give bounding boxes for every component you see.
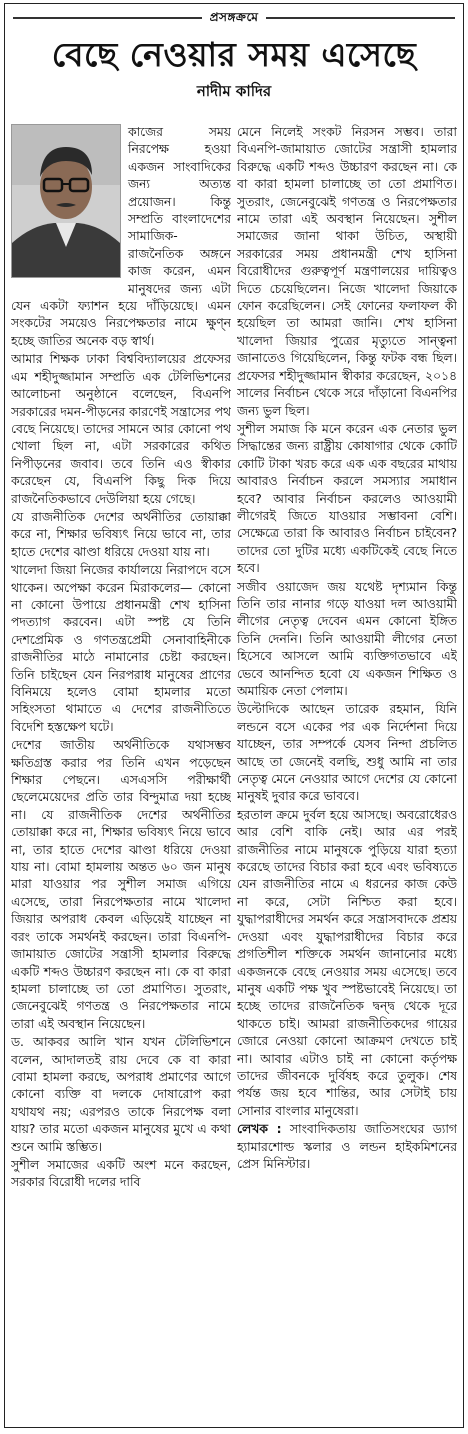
section-kicker [5,6,463,30]
paragraph: সজীব ওয়াজেদ জয় যথেষ্ট দৃশ্যমান কিন্তু তিনি তার নানার গড়ে যাওয়া দল আওয়ামী লীগের নেতৃত্ব দেবেন এমন কোনো ইঙ্গিত তিনি দেননি। তিনি আওয়ামী লীগের নেতা হিসেবে আসলে আমি ব্যক্তিগতভাবে এই ভেবে আনন্দিত হবো যে একজন শিক্ষিত ও অমায়িক নেতা পেলাম। [237,579,457,698]
paragraph: হরতাল ক্রমে দুর্বল হয়ে আসছে। অবরোধেরও আর বেশি বাকি নেই। আর এর পরই রাজনীতির নামে মানুষকে পুড়িয়ে যারা হত্যা করেছে তাদের বিচার করা হবে এবং ভবিষ্যতে যেন রাজনীতির নামে এ ধরনের কাজ কেউ না করে, সেটা নিশ্চিত করা হবে। যুদ্ধাপরাধীদের সমর্থন করে সন্ত্রাসবাদকে প্রশ্রয় দেওয়া এবং যুদ্ধাপরাধীদের বিচার করে প্রগতিশীল শক্তিকে সমর্থন জানানোর মধ্যে একজনকে বেছে নেওয়ার সময় এসেছে। তবে মানুষ একটি পক্ষ খুব স্পষ্টভাবেই নিয়েছে। তা হচ্ছে তাদের রাজনৈতিক দ্বন্দ্ব থেকে দূরে থাকতে চাই। আমরা রাজনীতিকদের গায়ের জোরে নেওয়া কোনো আক্রমণ দেখতে চাই না। আবার এটাও চাই না কোনো কর্তৃপক্ষ তাদের জীবনকে দুর্বিষহ করে তুলুক। শেষ পর্যন্ত জয় হবে শান্তির, আর সেটাই চায় সোনার বাংলার মানুষেরা। [237,807,457,1118]
author-note [237,1121,457,1173]
headline: বেছে নেওয়ার সময় এসেছে [51,35,417,74]
article-columns [11,124,457,1423]
column-right [237,124,457,1423]
column-left [11,124,231,1423]
paragraph: আমার শিক্ষক ঢাকা বিশ্ববিদ্যালয়ের প্রফেসর এম শহীদুজ্জামান সম্প্রতি এক টেলিভিশনের আলোচনা অনুষ্ঠানে বলেছেন, বিএনপি সরকারের দমন-পীড়নের কারণেই সন্ত্রাসের পথ বেছে নিয়েছে। তাদের সামনে আর কোনো পথ খোলা ছিল না, এটা সরকারের কথিত নিপীড়নের জবাব। তবে তিনি এও স্বীকার করেছেন যে, বিএনপি কিছু দিক দিয়ে রাজনৈতিকভাবে দেউলিয়া হয়ে গেছে। [11,352,231,506]
section-label: প্রসঙ্গক্রমে [202,9,267,29]
byline: নাদীম কাদির [196,82,272,100]
paragraph: দেশের জাতীয় অর্থনীতিকে যথাসম্ভব ক্ষতিগ্রস্ত করার পর তিনি এখন পড়েছেন শিক্ষার পেছনে। এসএসসি পরীক্ষার্থী ছেলেমেয়েদের প্রতি তার বিন্দুমাত্র দয়া হচ্ছে না। যে রাজনীতিক দেশের অর্থনীতির তোয়াক্কা করে না, শিক্ষার ভবিষ্যৎ নিয়ে ভাবে না, তার হাতে দেশের ঝাণ্ডা ধরিয়ে দেওয়া যায় না। বোমা হামলায় অন্তত ৬০ জন মানুষ মারা যাওয়ার পর সুশীল সমাজ এগিয়ে এসেছে, তারা নিরপেক্ষতার নামে খালেদা জিয়ার অপরাধ কেবল এড়িয়েই যাচ্ছেন না বরং তাকে সমর্থনই করছেন। তারা বিএনপি-জামায়াত জোটের সন্ত্রাসী হামলার বিরুদ্ধে একটি শব্দও উচ্চারণ করছেন না। কে বা কারা হামলা চালাচ্ছে তা তো প্রমাণিত। সুতরাং, জেনেবুঝেই গণতন্ত্র ও নিরপেক্ষতার নামে তারা এই অবস্থান নিয়েছেন। [11,738,231,1031]
author-photo [11,124,121,278]
paragraph: সুশীল সমাজের একটি অংশ মনে করছেন, সরকার বিরোধী দলের দাবি [11,1157,231,1190]
paragraph: যে রাজনীতিক দেশের অর্থনীতির তোয়াক্কা করে না, শিক্ষার ভবিষ্যৎ নিয়ে ভাবে না, তার হাতে দেশের ঝাণ্ডা ধরিয়ে দেওয়া যায় না। [11,509,231,559]
paragraph: কাজের সময় নিরপেক্ষ হওয়া একজন সাংবাদিকের জন্য অত্যন্ত প্রয়োজন। কিন্তু সম্প্রতি বাংলাদেশের সামাজিক-রাজনৈতিক অঙ্গনে কাজ করেন, এমন মানুষদের জন্য এটা যেন একটা ফ্যাশন হয়ে দাঁড়িয়েছে। এমন সংকটের সময়েও নিরপেক্ষতার নামে ক্ষুণ্ন হচ্ছে জাতির অনেক বড় স্বার্থ। [11,125,231,348]
article-page [4,3,464,1428]
author-portrait-icon [12,125,120,277]
author-note-text: সাংবাদিকতায় জাতিসংঘের ড্যাগ হ্যামারশোল্ড স্কলার ও লন্ডন হাইকমিশনের প্রেস মিনিস্টার। [237,1122,457,1171]
paragraph: ড. আকবর আলি খান যখন টেলিভিশনে বলেন, আদালতই রায় দেবে কে বা কারা বোমা হামলা করছে, অপরাধ প্রমাণের আগে কোনো ব্যক্তি বা দলকে দোষারোপ করা যথাযথ নয়; এরপরও তাকে নিরপেক্ষ বলা যায়? তার মতো একজন মানুষের মুখে এ কথা শুনে আমি স্তম্ভিত। [11,1035,231,1154]
paragraph: উল্টোদিকে আছেন তারেক রহমান, যিনি লন্ডনে বসে একের পর এক নির্দেশনা দিয়ে যাচ্ছেন, তার সম্পর্কে যেসব নিন্দা প্রচলিত আছে তা জেনেই বলছি, শুধু আমি না তার নেতৃত্ব মেনে নেওয়ার আগে দেশের যে কোনো মানুষই দুবার করে ভাববে। [237,702,457,804]
paragraph: সুশীল সমাজ কি মনে করেন এক নেতার ভুল সিদ্ধান্তের জন্য রাষ্ট্রীয় কোষাগার থেকে কোটি কোটি টাকা খরচ করে এক এক বছরের মাথায় আবারও নির্বাচন করলে সমস্যার সমাধান হবে? আবার নির্বাচন করলেও আওয়ামী লীগেরই জিতে যাওয়ার সম্ভাবনা বেশি। সেক্ষেত্রে তারা কি আবারও নির্বাচন চাইবেন? তাদের তো দুটির মধ্যে একটিকেই বেছে নিতে হবে। [237,421,457,576]
author-note-label: লেখক : [237,1122,282,1137]
paragraph: খালেদা জিয়া নিজের কার্যালয়ে নিরাপদে বসে থাকেন। অপেক্ষা করেন মিরাকলের— কোনো না কোনো উপায়ে প্রধানমন্ত্রী শেখ হাসিনা পদত্যাগ করবেন। এটা স্পষ্ট যে তিনি দেশপ্রেমিক ও গণতন্ত্রপ্রেমী সেনাবাহিনীকে রাজনীতির মাঠে নামানোর চেষ্টা করছেন। তিনি চাইছেন যেন নিরপরাধ মানুষের প্রাণের বিনিময়ে হলেও বোমা হামলার মতো সহিংসতা থামাতে এ দেশের রাজনীতিতে বিদেশি হস্তক্ষেপ ঘটে। [11,563,231,734]
paragraph: মেনে নিলেই সংকট নিরসন সম্ভব। তারা বিএনপি-জামায়াত জোটের সন্ত্রাসী হামলার বিরুদ্ধে একটি শব্দও উচ্চারণ করছেন না। কে বা কারা হামলা চালাচ্ছে তা তো প্রমাণিত। সুতরাং, জেনেবুঝেই গণতন্ত্র ও নিরপেক্ষতার নামে তারা এই অবস্থান নিয়েছেন। সুশীল সমাজের জানা থাকা উচিত, অস্থায়ী সরকারের সময় প্রধানমন্ত্রী শেখ হাসিনা বিরোধীদের গুরুত্বপূর্ণ মন্ত্রণালয়ের দায়িত্বও দিতে চেয়েছিলেন। নিজে খালেদা জিয়াকে ফোন করেছিলেন। সেই ফোনের ফলাফল কী হয়েছিল তা আমরা জানি। শেখ হাসিনা খালেদা জিয়ার পুত্রের মৃত্যুতে সান্ত্বনা জানাতেও গিয়েছিলেন, কিন্তু ফটক বন্ধ ছিল। প্রফেসর শহীদুজ্জামান স্বীকার করেছেন, ২০১৪ সালের নির্বাচন থেকে সরে দাঁড়ানো বিএনপির জন্য ভুল ছিল। [237,125,457,418]
